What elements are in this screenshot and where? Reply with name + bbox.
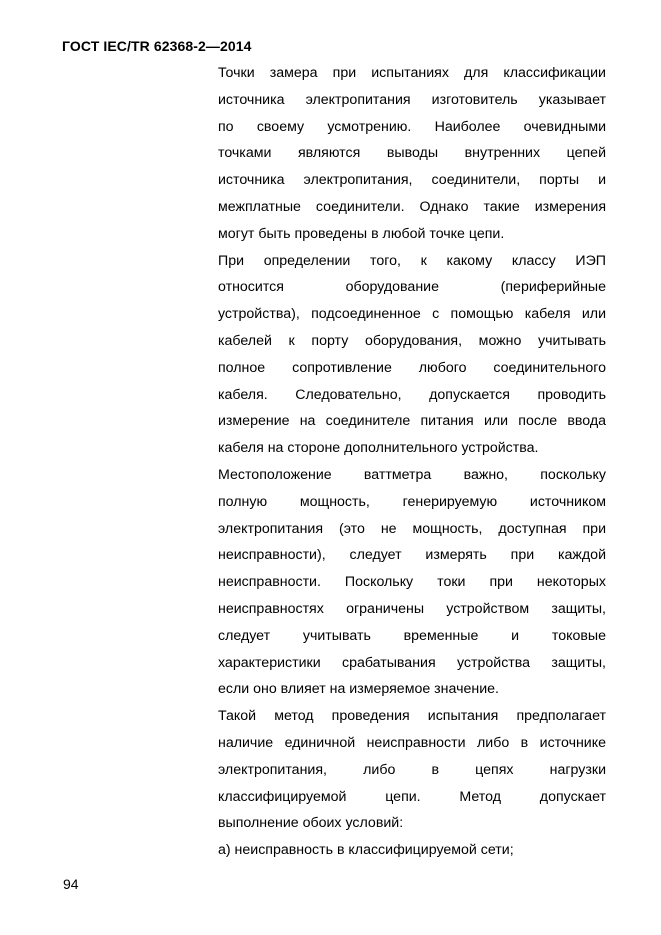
page-number: 94 [63, 876, 79, 892]
text-line: Такой метод проведения испытания предполагает [218, 708, 606, 725]
text-line: межплатные соединители. Однако такие измерения [218, 198, 606, 215]
text-line: устройства), подсоединенное с помощью кабеля или [218, 306, 606, 323]
body-text [218, 60, 606, 864]
text-line: измерение на соединителе питания или после ввода [218, 413, 606, 430]
text-line: неисправности), следует измерять при каждой [218, 547, 606, 564]
text-line: если оно влияет на измеряемое значение. [218, 681, 499, 698]
text-line: точками являются выводы внутренних цепей [218, 145, 606, 162]
text-line: выполнение обоих условий: [218, 815, 404, 832]
text-line: кабеля на стороне дополнительного устройства. [218, 440, 539, 457]
paragraph [218, 837, 606, 864]
text-line: электропитания, либо в цепях нагрузки [218, 761, 606, 778]
text-line: полное сопротивление любого соединительного [218, 359, 606, 376]
text-line: кабеля. Следовательно, допускается проводить [218, 386, 606, 403]
text-line: неисправностях ограничены устройством защиты, [218, 600, 606, 617]
paragraph [218, 703, 606, 837]
text-line: электропитания (это не мощность, доступная при [218, 520, 606, 537]
text-line: классифицируемой цепи. Метод допускает [218, 788, 606, 805]
text-line: Местоположение ваттметра важно, поскольку [218, 466, 606, 483]
text-line: относится оборудование (периферийные [218, 279, 606, 296]
text-line: а) неисправность в классифицируемой сети; [218, 842, 514, 859]
paragraph [218, 248, 606, 462]
text-line: следует учитывать временные и токовые [218, 627, 606, 644]
text-line: источника электропитания изготовитель указывает [218, 91, 606, 108]
text-line: наличие единичной неисправности либо в источнике [218, 734, 606, 751]
text-line: источника электропитания, соединители, порты и [218, 172, 606, 189]
paragraph [218, 60, 606, 248]
text-line: по своему усмотрению. Наиболее очевидными [218, 118, 606, 135]
text-line: кабелей к порту оборудования, можно учитывать [218, 332, 606, 349]
text-line: При определении того, к какому классу ИЭП [218, 252, 606, 269]
text-line: Точки замера при испытаниях для классификации [218, 65, 606, 81]
text-line: могут быть проведены в любой точке цепи. [218, 225, 505, 242]
text-line: полную мощность, генерируемую источником [218, 493, 606, 510]
document-header: ГОСТ IEC/TR 62368-2—2014 [62, 38, 252, 54]
text-line: неисправности. Поскольку токи при некоторых [218, 574, 606, 591]
text-line: характеристики срабатывания устройства защиты, [218, 654, 606, 671]
paragraph [218, 462, 606, 703]
